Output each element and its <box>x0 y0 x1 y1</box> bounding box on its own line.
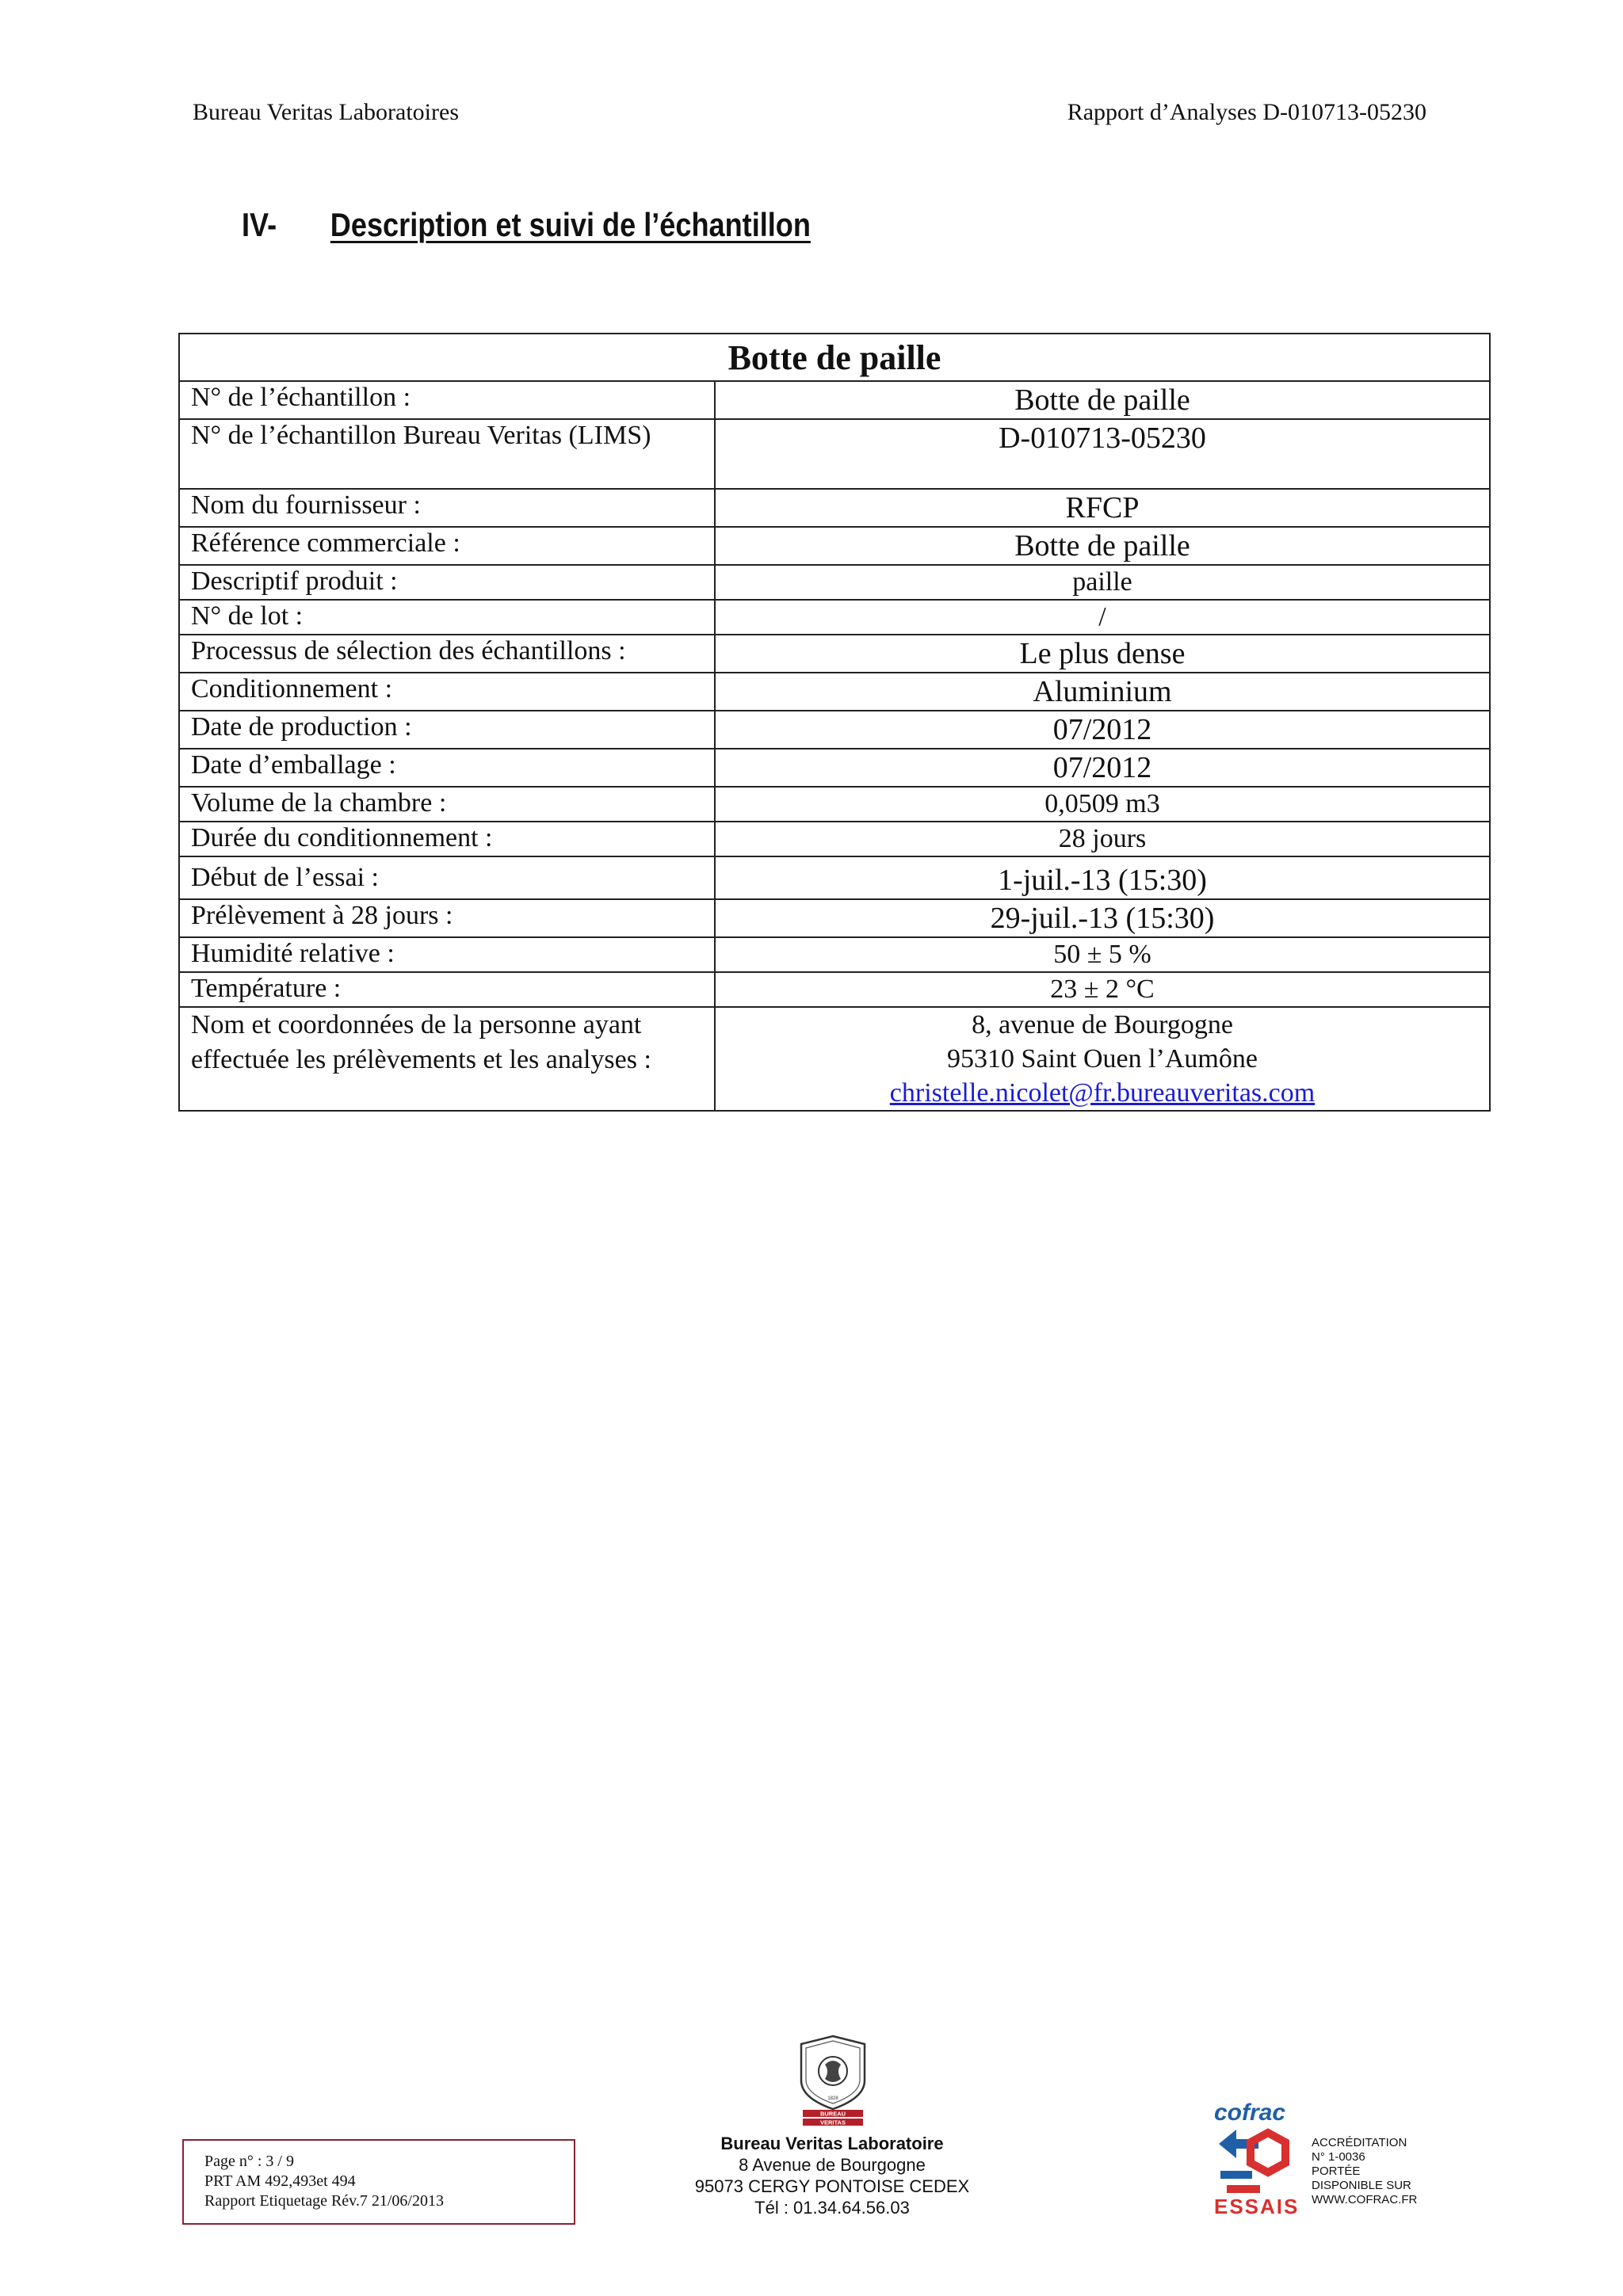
accreditation-line: ACCRÉDITATION <box>1312 2136 1407 2149</box>
table-row <box>179 565 1490 600</box>
table-row <box>179 527 1490 565</box>
row-label: Durée du conditionnement : <box>179 822 715 856</box>
row-value: 23 ± 2 °C <box>715 972 1490 1007</box>
sample-table <box>178 333 1491 1112</box>
table-row <box>179 937 1490 972</box>
row-label: Date de production : <box>179 711 715 749</box>
row-label: Référence commerciale : <box>179 527 715 565</box>
row-value: 07/2012 <box>715 749 1490 787</box>
row-label: N° de lot : <box>179 600 715 635</box>
contact-value <box>715 1007 1490 1111</box>
row-value: paille <box>715 565 1490 600</box>
bureau-veritas-logo <box>795 2033 871 2126</box>
row-value: 50 ± 5 % <box>715 937 1490 972</box>
report-revision: Rapport Etiquetage Rév.7 21/06/2013 <box>204 2192 444 2210</box>
company-address-block <box>674 2133 991 2218</box>
row-value: 28 jours <box>715 822 1490 856</box>
row-label: Début de l’essai : <box>179 856 715 899</box>
contact-email-link[interactable]: christelle.nicolet@fr.bureauveritas.com <box>889 1078 1316 1108</box>
table-row <box>179 856 1490 899</box>
table-row <box>179 419 1490 489</box>
section-title: Description et suivi de l’échantillon <box>330 206 811 243</box>
table-row <box>179 787 1490 822</box>
row-label: Température : <box>179 972 715 1007</box>
row-label: Volume de la chambre : <box>179 787 715 822</box>
row-value: 1-juil.-13 (15:30) <box>715 856 1490 899</box>
row-value: Botte de paille <box>715 527 1490 565</box>
prt-reference: PRT AM 492,493et 494 <box>204 2172 356 2190</box>
cofrac-essais-text: ESSAIS <box>1214 2195 1300 2217</box>
bv-logo-year: 1828 <box>827 2096 838 2101</box>
row-value: 29-juil.-13 (15:30) <box>715 899 1490 937</box>
accreditation-line: N° 1-0036 <box>1312 2150 1365 2164</box>
company-address-1: 8 Avenue de Bourgogne <box>739 2155 926 2175</box>
row-value: Le plus dense <box>715 635 1490 673</box>
table-title: Botte de paille <box>179 334 1490 381</box>
page-info-box <box>182 2139 575 2225</box>
accreditation-line: DISPONIBLE SUR <box>1312 2179 1411 2192</box>
row-label: N° de l’échantillon : <box>179 381 715 419</box>
row-label: Nom du fournisseur : <box>179 489 715 527</box>
table-row <box>179 899 1490 937</box>
table-row <box>179 600 1490 635</box>
accreditation-text <box>1312 2136 1417 2207</box>
table-row <box>179 972 1490 1007</box>
row-value: / <box>715 600 1490 635</box>
row-label: Conditionnement : <box>179 673 715 711</box>
table-row <box>179 673 1490 711</box>
cofrac-logo-text: cofrac <box>1214 2100 1286 2126</box>
company-phone: Tél : 01.34.64.56.03 <box>754 2198 910 2218</box>
bv-logo-text-top: BUREAU <box>819 2110 846 2118</box>
contact-address-line1: 8, avenue de Bourgogne <box>972 1010 1233 1039</box>
table-row <box>179 381 1490 419</box>
row-value: 0,0509 m3 <box>715 787 1490 822</box>
company-name: Bureau Veritas Laboratoire <box>720 2134 944 2153</box>
table-row <box>179 489 1490 527</box>
table-row <box>179 711 1490 749</box>
row-label: Descriptif produit : <box>179 565 715 600</box>
row-label: N° de l’échantillon Bureau Veritas (LIMS) <box>179 419 715 489</box>
row-value: Aluminium <box>715 673 1490 711</box>
row-label: Processus de sélection des échantillons : <box>179 635 715 673</box>
section-number: IV- <box>242 206 277 243</box>
page-number: Page n° : 3 / 9 <box>204 2153 294 2170</box>
contact-label: Nom et coordonnées de la personne ayant effectuée les prélèvements et les analyses : <box>179 1007 715 1111</box>
bv-logo-text-bottom: VERITAS <box>820 2119 846 2126</box>
header-left: Bureau Veritas Laboratoires <box>193 99 459 125</box>
table-row-contact <box>179 1007 1490 1111</box>
accreditation-line: WWW.COFRAC.FR <box>1312 2193 1418 2206</box>
table-row <box>179 822 1490 856</box>
cofrac-logo <box>1212 2098 1300 2217</box>
contact-address-line2: 95310 Saint Ouen l’Aumône <box>947 1044 1258 1074</box>
company-address-2: 95073 CERGY PONTOISE CEDEX <box>694 2176 970 2196</box>
row-label: Prélèvement à 28 jours : <box>179 899 715 937</box>
row-value: RFCP <box>715 489 1490 527</box>
section-heading <box>242 203 811 247</box>
row-label: Date d’emballage : <box>179 749 715 787</box>
header-right: Rapport d’Analyses D-010713-05230 <box>1067 99 1426 125</box>
row-value: D-010713-05230 <box>715 419 1490 489</box>
row-label: Humidité relative : <box>179 937 715 972</box>
table-row <box>179 635 1490 673</box>
table-row <box>179 749 1490 787</box>
row-value: Botte de paille <box>715 381 1490 419</box>
accreditation-line: PORTÉE <box>1312 2164 1361 2178</box>
row-value: 07/2012 <box>715 711 1490 749</box>
